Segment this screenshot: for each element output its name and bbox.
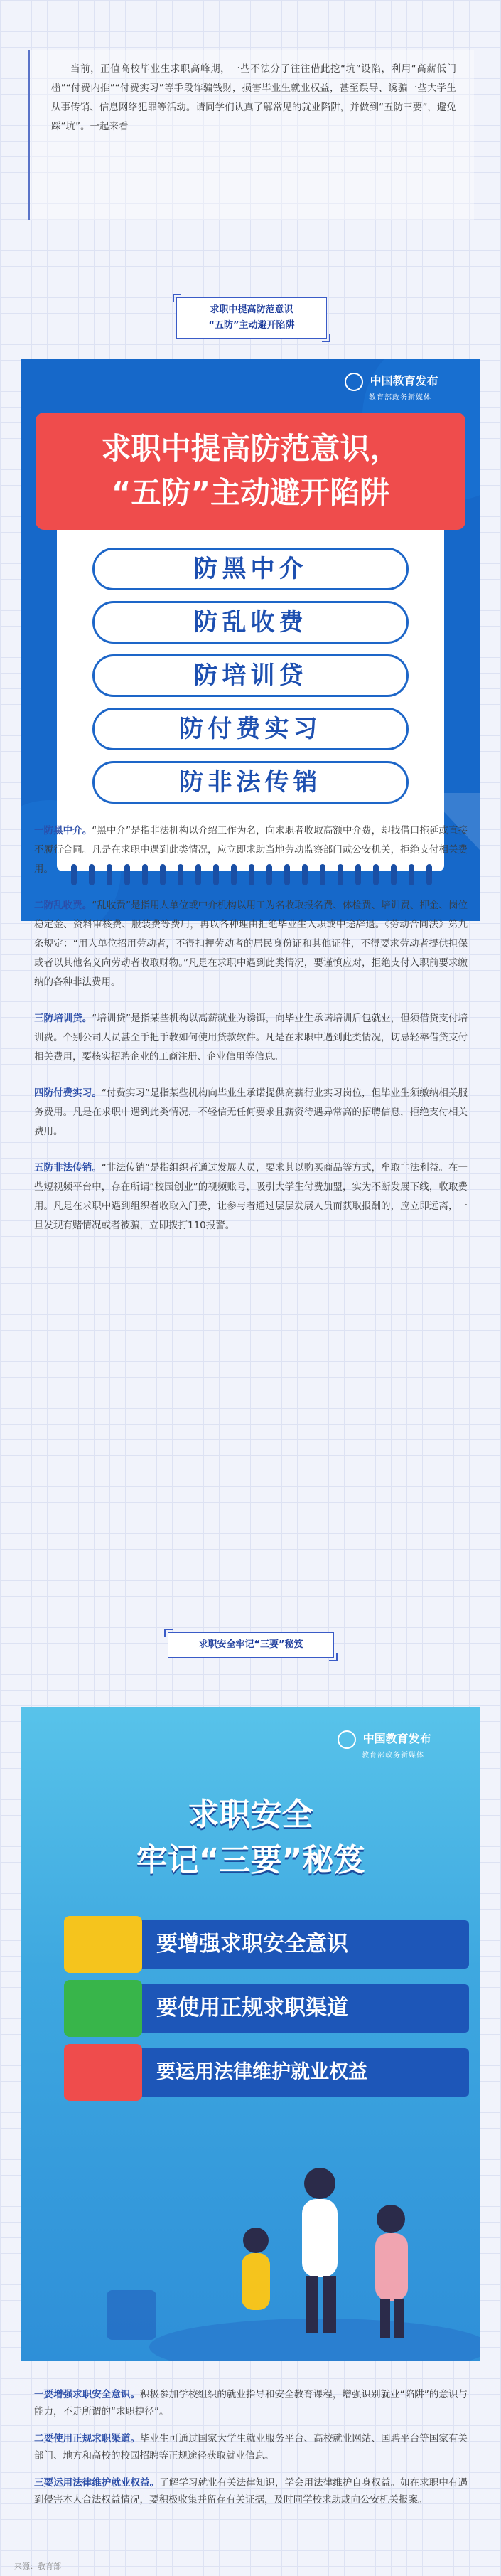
section2-tag-text: 求职安全牢记“三要”秘笈	[198, 1639, 303, 1650]
intro-text: 当前，正值高校毕业生求职高峰期，一些不法分子往往借此挖“坑”设陷，利用“高薪低门槛”“付费内推”“付费实习”等手段诈骗钱财，损害毕业生就业权益，甚至误导、诱骗一些大学生从事传销、信息网络犯罪等活动。请同学们认真了解常见的就业陷阱，并做到“五防三要”，避免踩“坑”。一起来看——	[51, 63, 456, 132]
para-2	[34, 896, 468, 992]
three-musts-poster	[21, 1707, 480, 2361]
para-2-text: “乱收费”是指用人单位或中介机构以用工为名收取报名费、体检费、培训费、押金、岗位稳定金、资料审核费、服装费等费用，再以各种理由拒绝毕业生入职或中途辞退。《劳动合同法》第九条规定：“用人单位招用劳动者，不得扣押劳动者的居民身份证和其他证件，不得要求劳动者提供担保或者以其他名义向劳动者收取财物。”凡是在求职中遇到此类情况，要谨慎应对，拒绝支付入职前要求缴纳的各种非法费用。	[34, 900, 468, 988]
source-footer: 来源：教育部	[14, 2562, 61, 2571]
poster1-headline-line2: “五防”主动避开陷阱	[111, 475, 390, 510]
para-3-lead: 三防培训贷。	[34, 1013, 92, 1024]
band-2-text: 要使用正规求职渠道	[156, 1996, 348, 2021]
poster1-logo-text: 中国教育发布	[370, 374, 438, 388]
poster2-headline-line1: 求职安全	[188, 1797, 313, 1833]
band-1-tab	[64, 1916, 142, 1973]
poster1-headline	[36, 413, 465, 530]
pill-item-3: 防培训贷	[92, 654, 409, 697]
para-1-text: “黑中介”是指非法机构以介绍工作为名，向求职者收取高额中介费，却找借口拖延或直接不履行合同。凡是在求职中遇到此类情况，应立即求助当地劳动监察部门或公安机关，拒绝支付相关费用。	[34, 825, 468, 875]
para-5	[34, 1159, 468, 1235]
para-4	[34, 1084, 468, 1141]
band-3-tab	[64, 2044, 142, 2101]
para-6-text: 积极参加学校组织的就业指导和安全教育课程，增强识别就业“陷阱”的意识与能力，不走所谓的“求职捷径”。	[34, 2389, 468, 2417]
poster2-headline	[21, 1792, 480, 1883]
para-1	[34, 821, 468, 879]
pill-item-2: 防乱收费	[92, 601, 409, 644]
para-2-lead: 二防乱收费。	[34, 900, 92, 911]
poster1-logo	[345, 372, 438, 402]
para-4-lead: 四防付费实习。	[34, 1087, 102, 1099]
section2-title-tag	[168, 1632, 334, 1658]
pill-item-1: 防黑中介	[92, 548, 409, 590]
pill-item-4: 防付费实习	[92, 708, 409, 750]
para-7	[34, 2430, 468, 2464]
para-3	[34, 1009, 468, 1067]
para-6-lead: 一要增强求职安全意识。	[34, 2389, 140, 2400]
globe-icon	[345, 373, 363, 391]
section1-tag-line1: 求职中提高防范意识	[210, 304, 293, 315]
band-item-3	[71, 2048, 469, 2097]
band-item-2	[71, 1984, 469, 2033]
section1-title-tag	[176, 297, 327, 339]
para-5-text: “非法传销”是指组织者通过发展人员，要求其以购买商品等方式，牟取非法利益。在一些短视频平台中，存在所谓“校园创业”的视频账号，吸引大学生付费加盟，实为不断发展下线，收取费用。凡是在求职中遇到组织者收取入门费，让参与者通过层层发展人员而获取报酬的，应立即远离，一旦发现有赌情况或者被骗，立即拨打110报警。	[34, 1162, 468, 1231]
para-7-lead: 二要使用正规求职渠道。	[34, 2433, 141, 2444]
para-8-lead: 三要运用法律维护就业权益。	[34, 2477, 160, 2489]
poster2-logo	[338, 1730, 431, 1760]
poster2-logo-text: 中国教育发布	[362, 1732, 431, 1745]
para-4-text: “付费实习”是指某些机构向毕业生承诺提供高薪行业实习岗位，但毕业生须缴纳相关服务费用。凡是在求职中遇到此类情况，不轻信无任何要求且薪资待遇异常高的招聘信息，拒绝支付相关费用。	[34, 1087, 468, 1137]
intro-box	[28, 50, 474, 220]
poster2-headline-line2: 牢记“三要”秘笈	[136, 1842, 365, 1878]
poster1-logo-sub: 教育部政务新媒体	[369, 393, 431, 402]
para-6	[34, 2386, 468, 2420]
para-8-text: 了解学习就业有关法律知识，学会用法律维护自身权益。如在求职中有遇到侵害本人合法权益情况，要积极收集并留存有关证据，及时同学校求助或向公安机关报案。	[34, 2477, 468, 2506]
section2-paragraphs	[34, 2386, 468, 2508]
section1-paragraphs	[34, 821, 468, 1235]
para-1-lead: 一防黑中介。	[34, 825, 92, 836]
band-2-tab	[64, 1980, 142, 2037]
section1-tag-line2: “五防”主动避开陷阱	[208, 320, 295, 331]
band-3-text: 要运用法律维护就业权益	[156, 2061, 367, 2083]
students-illustration	[21, 2134, 480, 2361]
globe-icon	[338, 1730, 356, 1749]
pill-item-5: 防非法传销	[92, 761, 409, 804]
poster2-logo-sub: 教育部政务新媒体	[362, 1751, 424, 1760]
para-8	[34, 2474, 468, 2508]
para-5-lead: 五防非法传销。	[34, 1162, 102, 1173]
para-7-text: 毕业生可通过国家大学生就业服务平台、高校就业网站、国聘平台等国家有关部门、地方和高校的校园招聘等正规途径获取就业信息。	[34, 2433, 468, 2461]
band-item-1	[71, 1920, 469, 1969]
para-3-text: “培训贷”是指某些机构以高薪就业为诱饵，向毕业生承诺培训后包就业，但须借贷支付培训费。个别公司人员甚至手把手教如何使用贷款软件。凡是在求职中遇到此类情况，切忌轻率借贷支付相关费用，要核实招聘企业的工商注册、企业信用等信息。	[34, 1013, 468, 1063]
band-1-text: 要增强求职安全意识	[156, 1932, 348, 1957]
poster1-headline-line1: 求职中提高防范意识，	[101, 431, 400, 466]
